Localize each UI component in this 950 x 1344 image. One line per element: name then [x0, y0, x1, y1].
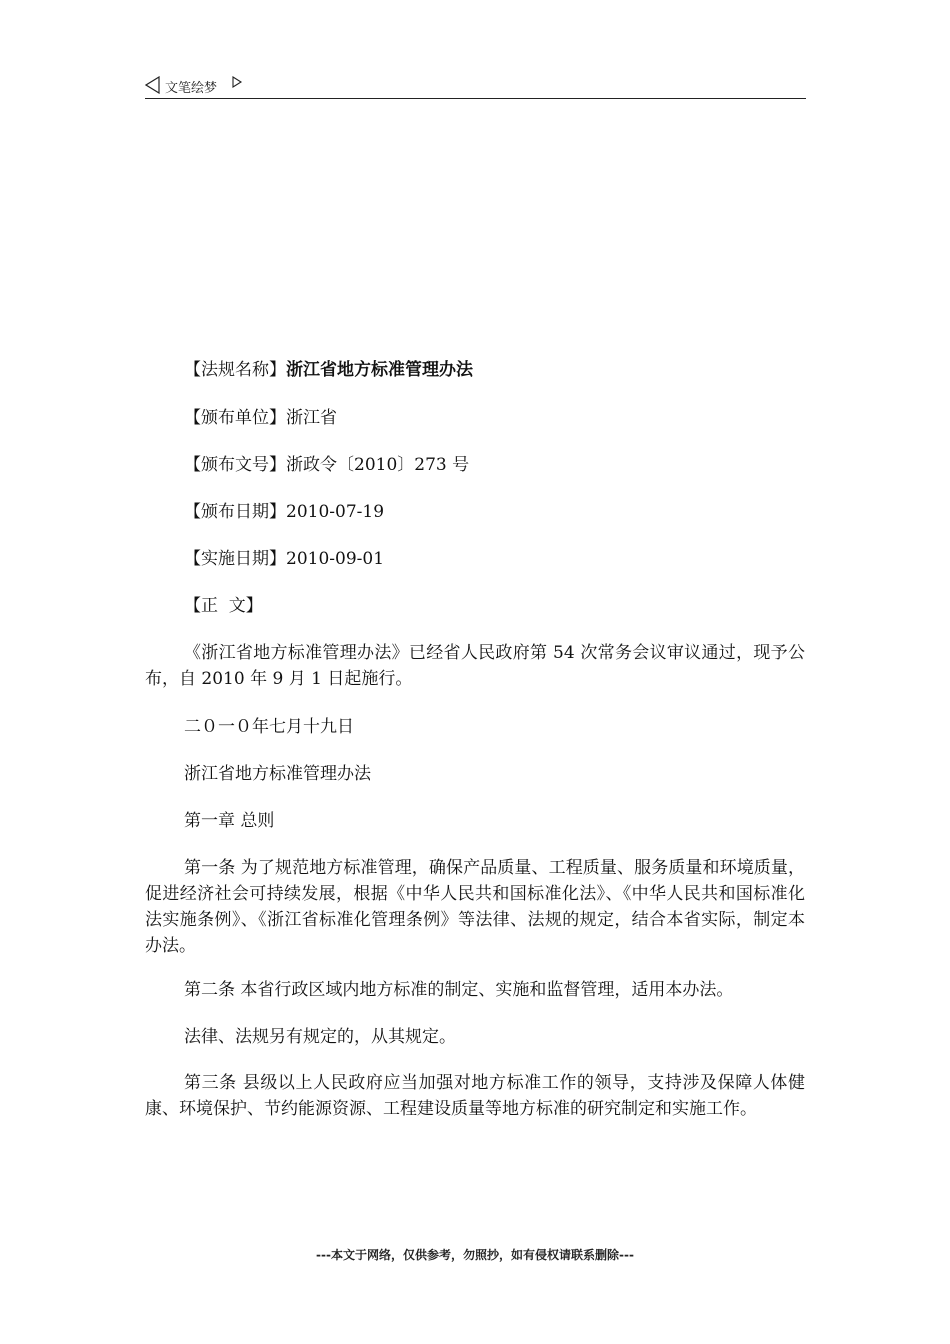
- chapter-heading: 第一章 总则: [184, 811, 275, 831]
- footer-disclaimer: ---本文于网络，仅供参考，勿照抄，如有侵权请联系删除---: [316, 1248, 634, 1262]
- meta-document-number: [184, 455, 469, 475]
- triangle-right-icon: [231, 76, 243, 88]
- meta-label: 【正 文】: [184, 596, 263, 616]
- meta-value: 2010-07-19: [286, 502, 385, 522]
- paragraph: 第二条 本省行政区域内地方标准的制定、实施和监督管理，适用本办法。: [184, 980, 734, 1000]
- header-title: 文笔绘梦: [165, 81, 218, 96]
- meta-regulation-name: [184, 360, 473, 380]
- meta-label: 【法规名称】: [184, 360, 286, 380]
- page-header: [145, 74, 806, 99]
- meta-label: 【颁布文号】: [184, 455, 286, 475]
- paragraph: 第一条 为了规范地方标准管理，确保产品质量、工程质量、服务质量和环境质量，促进经济社会可持续发展，根据《中华人民共和国标准化法》、《中华人民共和国标准化法实施条例》、《浙江省标准化管理条例》等法律、法规的规定，结合本省实际，制定本办法。: [145, 858, 805, 956]
- triangle-left-icon: [145, 76, 161, 94]
- paragraph: 《浙江省地方标准管理办法》已经省人民政府第 54 次常务会议审议通过，现予公布，自 2010 年 9 月 1 日起施行。: [145, 643, 805, 689]
- paragraph: 浙江省地方标准管理办法: [184, 764, 371, 784]
- meta-body-heading: [184, 596, 263, 616]
- meta-value: 浙江省: [286, 408, 337, 428]
- meta-value: 2010-09-01: [286, 549, 385, 569]
- meta-label: 【颁布日期】: [184, 502, 286, 522]
- meta-effective-date: [184, 549, 384, 569]
- paragraph: 第三条 县级以上人民政府应当加强对地方标准工作的领导，支持涉及保障人体健康、环境保护、节约能源资源、工程建设质量等地方标准的研究制定和实施工作。: [145, 1073, 805, 1119]
- regulation-title: 浙江省地方标准管理办法: [286, 360, 473, 380]
- meta-label: 【实施日期】: [184, 549, 286, 569]
- meta-label: 【颁布单位】: [184, 408, 286, 428]
- meta-value: 浙政令〔2010〕273 号: [286, 455, 470, 475]
- meta-issue-date: [184, 502, 384, 522]
- paragraph: 二０一０年七月十九日: [184, 717, 354, 737]
- paragraph: 法律、法规另有规定的，从其规定。: [184, 1027, 456, 1047]
- meta-issuer: [184, 408, 337, 428]
